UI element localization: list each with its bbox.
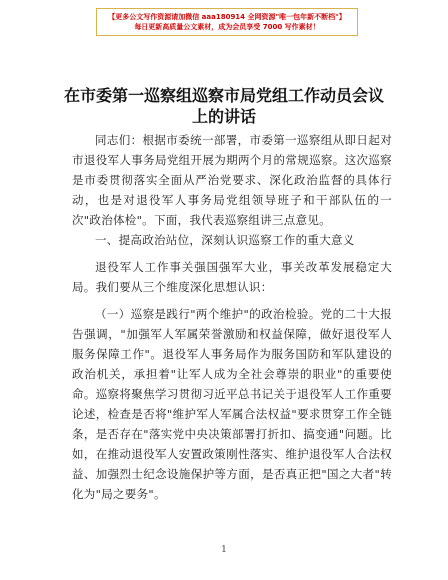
paragraph-point-1: （一）巡察是践行"两个维护"的政治检验。党的二十大报告强调，"加强军人军属荣誉激励和权益保障，做好退役军人服务保障工作"。退役军人事务局作为服务国防和军队建设的政治机关，承担着"让军人成为全社会尊崇的职业"的重要使命。巡察将聚焦学习贯彻习近平总书记关于退役军人工作重要论述，检查是否将"维护军人军属合法权益"要求贯穿工作全链条，是否存在"落实党中央决策部署打折扣、搞变通"问题。比如，在推动退役军人安置政策刚性落实、维护退役军人合法权益、加强烈士纪念设施保护等方面，是否真正把"国之大者"转化为"局之要务"。: [72, 307, 392, 501]
document-title: 在市委第一巡察组巡察市局党组工作动员会议上的讲话: [63, 86, 384, 126]
promo-line-2: 每日更新高质量公文素材，成为会员享受 7000 写作素材！: [134, 23, 320, 31]
page-number: 1: [221, 545, 227, 555]
paragraph-intro: 退役军人工作事关强国强军大业，事关改革发展稳定大局。我们要从三个维度深化思想认识：: [72, 260, 392, 294]
promo-line-1: 【更多公文写作资源请加微信 aaa180914 全网资源"唯一包年新不断档"】: [108, 13, 346, 21]
paragraph-opening: 同志们：根据市委统一部署，市委第一巡察组从即日起对市退役军人事务局党组开展为期两个月的常规巡察。这次巡察是市委贯彻落实全面从严治党要求、深化政治监督的具体行动，也是对退役军人事务局党组领导班子和干部队伍的一次"政治体检"。下面，我代表巡察组讲三点意见。: [72, 133, 392, 227]
section-heading-1: 一、提高政治站位，深刻认识巡察工作的重大意义: [95, 233, 355, 247]
promo-banner: [96, 8, 358, 36]
document-body: [72, 130, 392, 504]
